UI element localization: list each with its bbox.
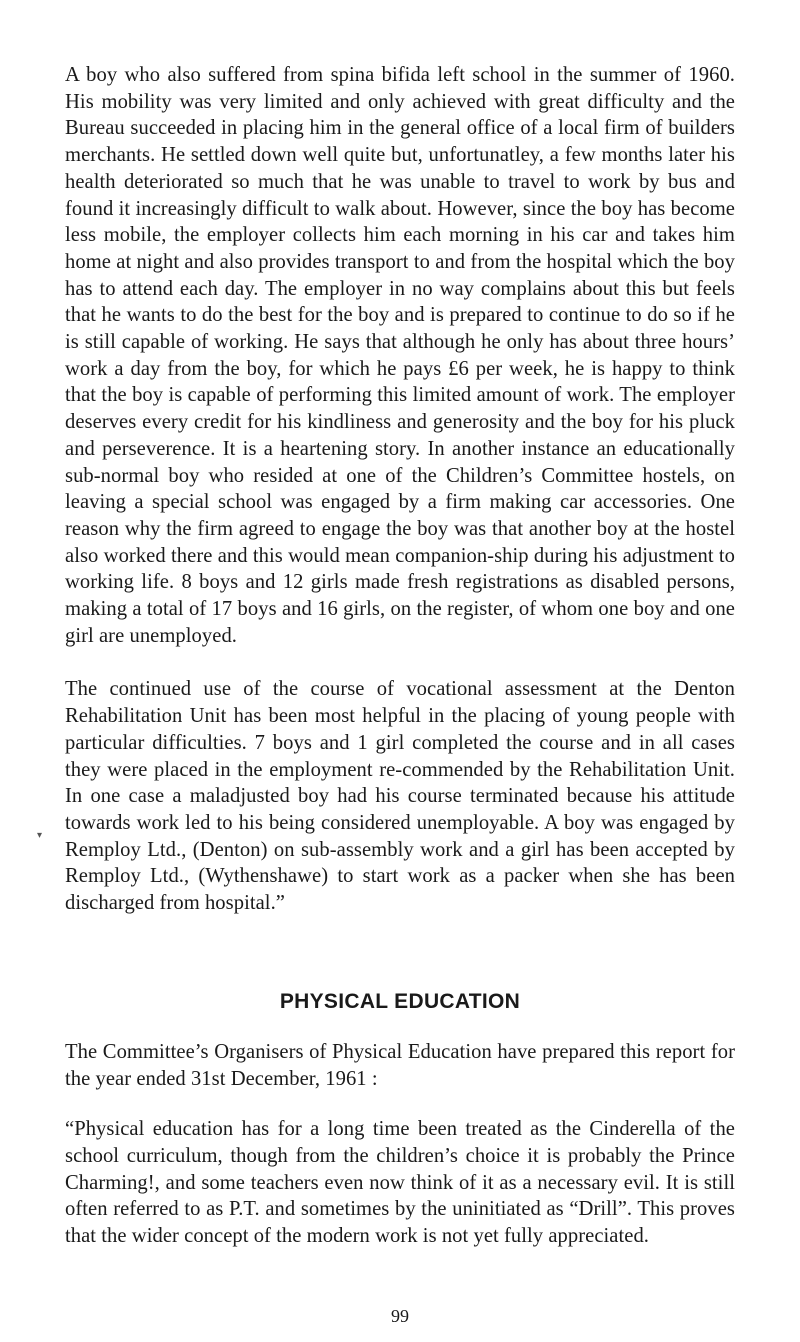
paragraph-organisers-report: The Committee’s Organisers of Physical Education have prepared this report for the year ended 31st December, 1961 : (65, 1040, 735, 1090)
stray-print-mark: ▾ (37, 830, 43, 841)
document-page (65, 62, 735, 1250)
section-heading-physical-education: PHYSICAL EDUCATION (279, 989, 521, 1013)
paragraph-spina-bifida-case: A boy who also suffered from spina bifida left school in the summer of 1960. His mobility was very limited and only achieved with great difficulty and the Bureau succeeded in placing him in the general office of a local firm of builders merchants. He settled down well quite but, unfortunatley, a few months later his health deteriorated so much that he was unable to travel to work by bus and found it increasingly difficult to walk about. However, since the boy has become less mobile, the employer collects him each morning in his car and takes him home at night and also provides transport to and from the hospital which the boy has to attend each day. The employer in no way complains about this but feels that he wants to do the best for the boy and is prepared to continue to do so if he is still capable of working. He says that although he only has about three hours’ work a day from the boy, for which he pays £6 per week, he is happy to think that the boy is capable of performing this limited amount of work. The employer deserves every credit for his kindliness and generosity and the boy for his pluck and perseverence. It is a heartening story. In another instance an educationally sub-normal boy who resided at one of the Children’s Committee hostels, on leaving a special school was engaged by a firm making car accessories. One reason why the firm agreed to engage the boy was that another boy at the hostel also worked there and this would mean companion-ship during his adjustment to working life. 8 boys and 12 girls made fresh registrations as disabled persons, making a total of 17 boys and 16 girls, on the register, of whom one boy and one girl are unemployed. (65, 64, 735, 647)
page-number: 99 (391, 1306, 409, 1326)
paragraph-rehabilitation-unit: The continued use of the course of vocational assessment at the Denton Rehabilitation Unit has been most helpful in the placing of young people with particular difficulties. 7 boys and 1 girl completed the course and in all cases they were placed in the employment re-commended by the Rehabilitation Unit. In one case a maladjusted boy had his course terminated because his attitude towards work led to his being considered unemployable. A boy was engaged by Remploy Ltd., (Denton) on sub-assembly work and a girl has been accepted by Remploy Ltd., (Wythenshawe) to start work as a packer when she has been discharged from hospital.” (65, 678, 735, 915)
paragraph-physical-education-intro: “Physical education has for a long time been treated as the Cinderella of the school curriculum, though from the children’s choice it is probably the Prince Charming!, and some teachers even now think of it as a necessary evil. It is still often referred to as P.T. and sometimes by the uninitiated as “Drill”. This proves that the wider concept of the modern work is not yet fully appreciated. (65, 1118, 735, 1248)
